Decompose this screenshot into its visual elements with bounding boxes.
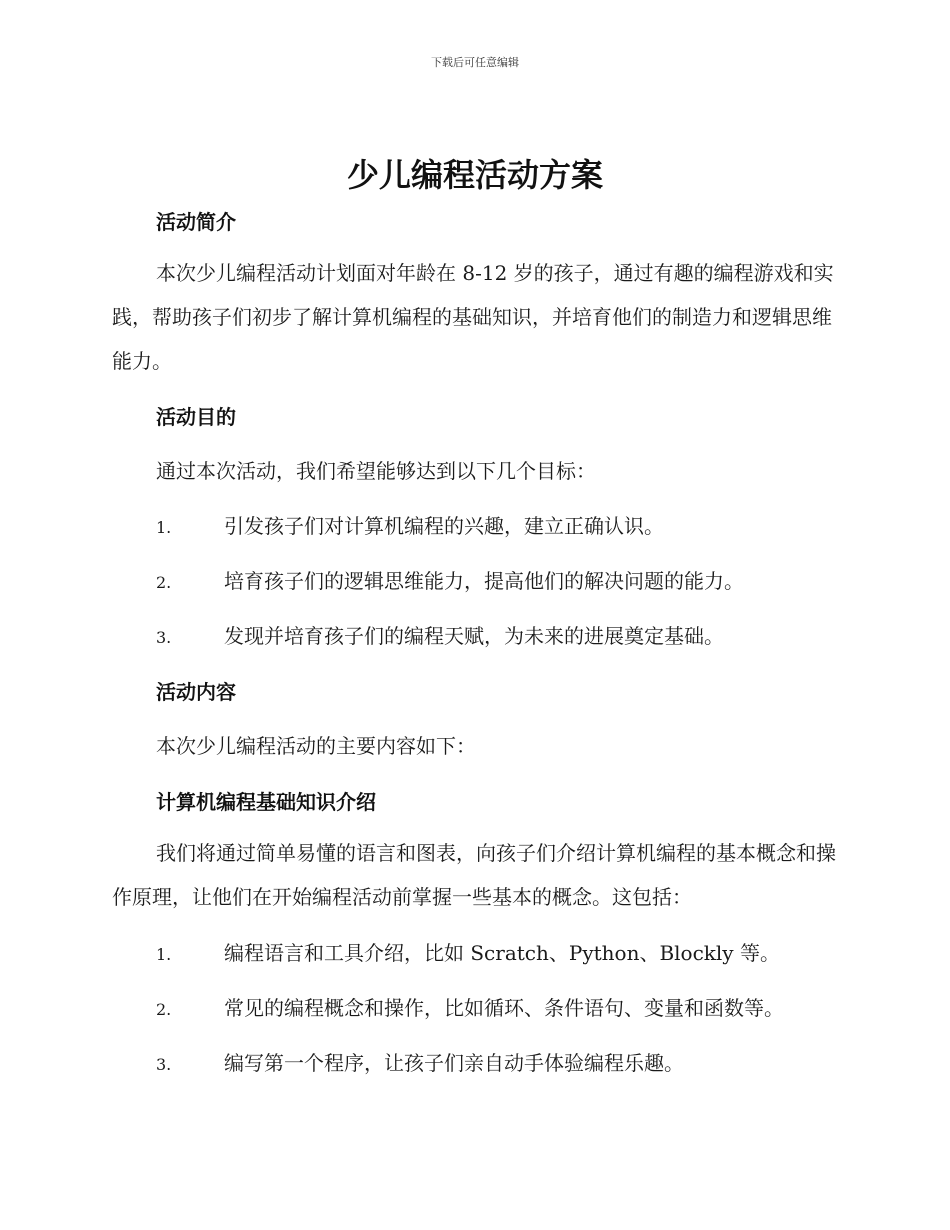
- list-text: 编写第一个程序，让孩子们亲自动手体验编程乐趣。: [224, 1051, 684, 1075]
- section-heading-basics: 计算机编程基础知识介绍: [156, 790, 376, 814]
- content-lead: 本次少儿编程活动的主要内容如下：: [156, 734, 476, 758]
- list-text: 培育孩子们的逻辑思维能力，提高他们的解决问题的能力。: [224, 569, 744, 593]
- list-item: [156, 992, 784, 1021]
- section-heading-intro: 活动简介: [156, 210, 236, 234]
- list-number: 2.: [156, 1000, 172, 1019]
- list-text: 编程语言和工具介绍，比如 Scratch、Python、Blockly 等。: [224, 941, 780, 965]
- list-number: 1.: [156, 945, 172, 964]
- basics-paragraph: 我们将通过简单易懂的语言和图表，向孩子们介绍计算机编程的基本概念和操作原理，让他们在开始编程活动前掌握一些基本的概念。这包括：: [112, 841, 836, 909]
- list-item: [156, 620, 724, 649]
- header-note: 下载后可任意编辑: [431, 56, 519, 69]
- list-item: [156, 937, 780, 966]
- list-item: [156, 565, 744, 594]
- list-number: 1.: [156, 518, 172, 537]
- list-text: 发现并培育孩子们的编程天赋，为未来的进展奠定基础。: [224, 624, 724, 648]
- intro-paragraph: 本次少儿编程活动计划面对年龄在 8-12 岁的孩子，通过有趣的编程游戏和实践，帮助孩子们初步了解计算机编程的基础知识，并培育他们的制造力和逻辑思维能力。: [112, 261, 834, 373]
- list-item: [156, 1047, 684, 1076]
- section-heading-content: 活动内容: [156, 680, 236, 704]
- list-text: 常见的编程概念和操作，比如循环、条件语句、变量和函数等。: [224, 996, 784, 1020]
- purpose-lead: 通过本次活动，我们希望能够达到以下几个目标：: [156, 459, 596, 483]
- document-title: 少儿编程活动方案: [346, 156, 603, 194]
- list-number: 3.: [156, 628, 172, 647]
- list-number: 2.: [156, 573, 172, 592]
- section-heading-purpose: 活动目的: [156, 405, 236, 429]
- list-item: [156, 510, 664, 539]
- list-text: 引发孩子们对计算机编程的兴趣，建立正确认识。: [224, 514, 664, 538]
- list-number: 3.: [156, 1055, 172, 1074]
